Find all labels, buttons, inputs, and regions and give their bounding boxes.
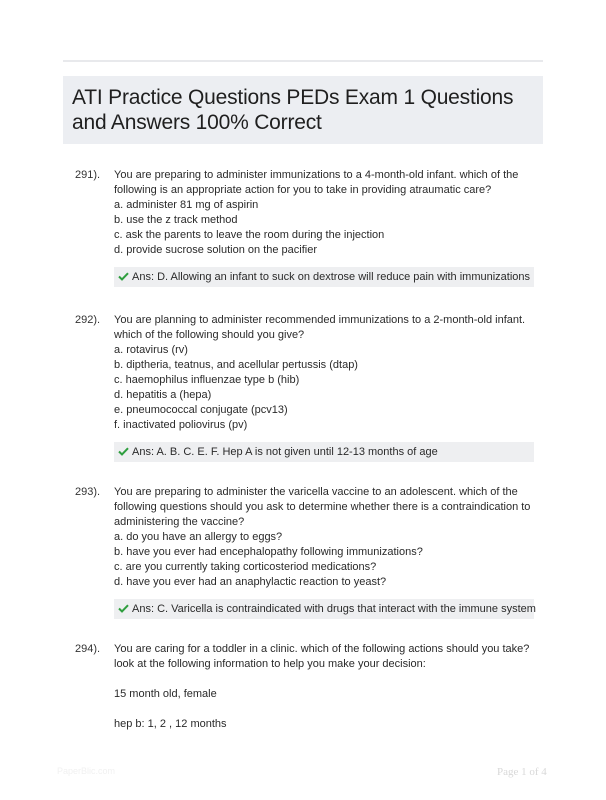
option-b: b. use the z track method bbox=[114, 214, 238, 226]
answer-box bbox=[114, 442, 534, 462]
question-number: 291). bbox=[75, 169, 101, 181]
document-title: ATI Practice Questions PEDs Exam 1 Questions and Answers 100% Correct bbox=[72, 86, 514, 134]
checkmark-icon bbox=[118, 603, 129, 617]
option-d: d. provide sucrose solution on the pacifier bbox=[114, 244, 318, 256]
checkmark-icon bbox=[118, 446, 129, 460]
answer-text: Ans: D. Allowing an infant to suck on dextrose will reduce pain with immunizations bbox=[132, 271, 531, 283]
option-e: e. pneumococcal conjugate (pcv13) bbox=[114, 404, 288, 416]
option-b: b. diptheria, teatnus, and acellular pertussis (dtap) bbox=[114, 359, 358, 371]
answer-box bbox=[114, 267, 534, 287]
title-banner bbox=[63, 76, 543, 144]
question-text: You are caring for a toddler in a clinic. which of the following actions should you take? look at the following information to help you make your decision: bbox=[114, 643, 530, 670]
option-d: d. have you ever had an anaphylactic reaction to yeast? bbox=[114, 576, 387, 588]
option-c: c. ask the parents to leave the room during the injection bbox=[114, 229, 385, 241]
question-number: 293). bbox=[75, 486, 101, 498]
option-a: a. do you have an allergy to eggs? bbox=[114, 531, 283, 543]
answer-text: Ans: A. B. C. E. F. Hep A is not given until 12-13 months of age bbox=[132, 446, 438, 458]
question-number: 294). bbox=[75, 643, 101, 655]
question-text: You are planning to administer recommended immunizations to a 2-month-old infant. which of the following should you give? bbox=[114, 314, 526, 341]
option-b: b. have you ever had encephalopathy following immunizations? bbox=[114, 546, 423, 558]
info-line: 15 month old, female bbox=[114, 688, 217, 700]
question-number: 292). bbox=[75, 314, 101, 326]
info-line: hep b: 1, 2 , 12 months bbox=[114, 718, 227, 730]
question-text: You are preparing to administer the varicella vaccine to an adolescent. which of the following questions should you ask to determine whether there is a contraindication to administering the vaccine? bbox=[114, 486, 531, 528]
top-divider bbox=[63, 60, 543, 62]
checkmark-icon bbox=[118, 271, 129, 285]
option-c: c. are you currently taking corticosteriod medications? bbox=[114, 561, 377, 573]
option-a: a. rotavirus (rv) bbox=[114, 344, 188, 356]
page-indicator: Page 1 of 4 bbox=[497, 766, 547, 778]
answer-box bbox=[114, 599, 534, 619]
option-c: c. haemophilus influenzae type b (hib) bbox=[114, 374, 300, 386]
option-a: a. administer 81 mg of aspirin bbox=[114, 199, 259, 211]
option-d: d. hepatitis a (hepa) bbox=[114, 389, 212, 401]
answer-text: Ans: C. Varicella is contraindicated with drugs that interact with the immune system bbox=[132, 603, 536, 615]
option-f: f. inactivated poliovirus (pv) bbox=[114, 419, 248, 431]
question-text: You are preparing to administer immunizations to a 4-month-old infant. which of the following is an appropriate action for you to take in providing atraumatic care? bbox=[114, 169, 519, 196]
footer-watermark: PaperBlic.com bbox=[57, 766, 116, 776]
